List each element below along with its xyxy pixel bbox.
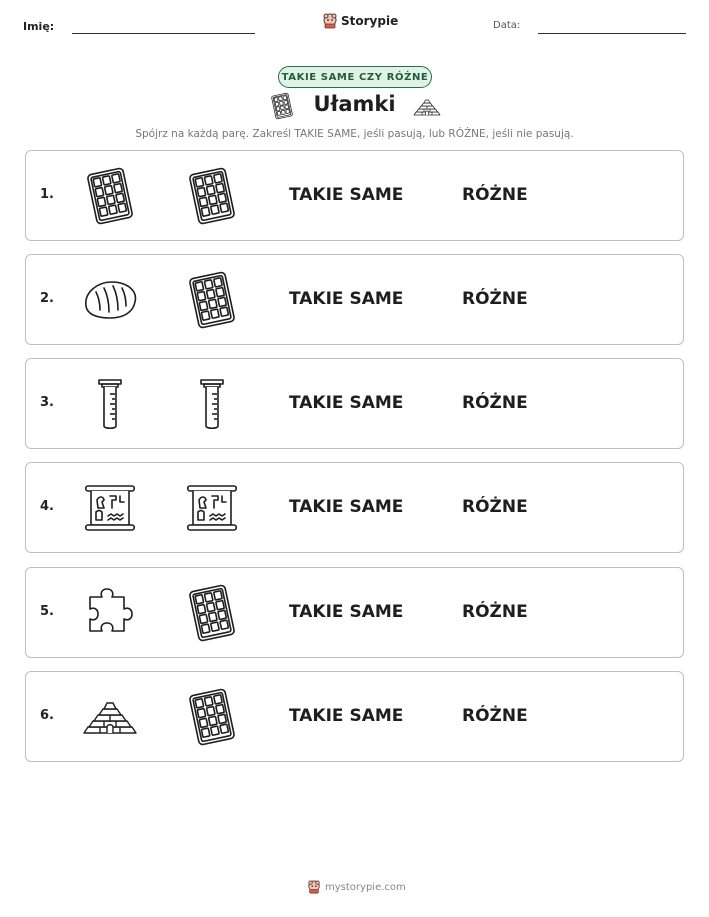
question-row	[25, 358, 684, 449]
question-number: 4.	[40, 499, 54, 514]
question-row	[25, 567, 684, 658]
step-pyramid-icon	[410, 92, 444, 122]
option-same[interactable]: TAKIE SAME	[289, 185, 404, 205]
name-label: Imię:	[23, 20, 55, 33]
question-row	[25, 462, 684, 553]
option-different[interactable]: RÓŻNE	[462, 706, 528, 726]
instructions: Spójrz na każdą parę. Zakreśl TAKIE SAME, jeśli pasują, lub RÓŻNE, jeśli nie pasują.	[135, 128, 574, 140]
question-row	[25, 254, 684, 345]
option-same[interactable]: TAKIE SAME	[289, 497, 404, 517]
worksheet-type-badge: TAKIE SAME CZY RÓŻNE	[278, 66, 432, 88]
question-number: 6.	[40, 708, 54, 723]
measuring-cylinder-icon	[182, 374, 242, 434]
footer-url: mystorypie.com	[325, 881, 406, 893]
chocolate-bar-icon	[182, 270, 242, 330]
chocolate-bar-icon	[80, 166, 140, 226]
worksheet-header	[0, 0, 709, 48]
measuring-cylinder-icon	[80, 374, 140, 434]
storypie-logo-icon	[322, 13, 338, 29]
option-different[interactable]: RÓŻNE	[462, 497, 528, 517]
option-different[interactable]: RÓŻNE	[462, 602, 528, 622]
name-field[interactable]	[72, 33, 255, 34]
puzzle-piece-icon	[80, 583, 140, 643]
question-number: 2.	[40, 291, 54, 306]
option-different[interactable]: RÓŻNE	[462, 185, 528, 205]
hieroglyph-scroll-icon	[80, 478, 140, 538]
footer	[307, 880, 406, 894]
option-same[interactable]: TAKIE SAME	[289, 393, 404, 413]
option-different[interactable]: RÓŻNE	[462, 289, 528, 309]
date-label: Data:	[493, 20, 521, 31]
page-title: Ułamki	[313, 92, 396, 116]
hieroglyph-scroll-icon	[182, 478, 242, 538]
title-row	[0, 90, 709, 124]
date-field[interactable]	[538, 33, 686, 34]
question-row	[25, 671, 684, 762]
question-number: 1.	[40, 187, 54, 202]
option-same[interactable]: TAKIE SAME	[289, 706, 404, 726]
option-different[interactable]: RÓŻNE	[462, 393, 528, 413]
question-number: 5.	[40, 604, 54, 619]
brand-name: Storypie	[341, 14, 399, 28]
chocolate-bar-icon	[182, 166, 242, 226]
chocolate-bar-icon	[182, 583, 242, 643]
storypie-logo-icon	[307, 880, 321, 894]
chocolate-bar-icon	[182, 687, 242, 747]
brand-logo	[322, 13, 398, 29]
question-number: 3.	[40, 395, 54, 410]
bread-loaf-icon	[80, 270, 140, 330]
question-row	[25, 150, 684, 241]
option-same[interactable]: TAKIE SAME	[289, 289, 404, 309]
option-same[interactable]: TAKIE SAME	[289, 602, 404, 622]
step-pyramid-icon	[80, 687, 140, 747]
